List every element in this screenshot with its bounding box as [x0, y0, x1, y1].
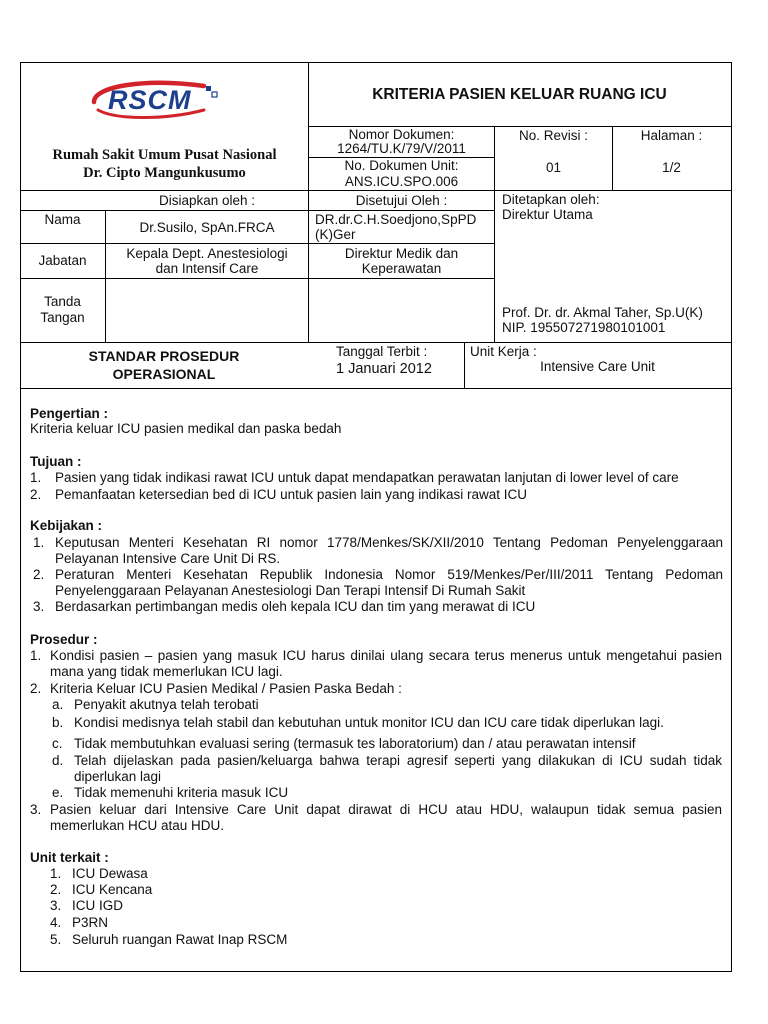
halaman-label: Halaman :	[640, 128, 703, 143]
logo-text: RSCM	[108, 85, 192, 115]
grid-line	[20, 342, 731, 343]
list-item: 2. ICU Kencana	[50, 882, 153, 897]
no-revisi-value: 01	[545, 160, 562, 175]
tujuan-title: Tujuan :	[30, 454, 82, 469]
list-item: 1. Pasien yang tidak indikasi rawat ICU untuk dapat mendapatkan perawatan lanjutan di lower level of care	[30, 470, 679, 485]
jabatan-disiapkan-line1: Kepala Dept. Anestesiologi	[126, 246, 288, 261]
nomor-dokumen-value: 1264/TU.K/79/V/2011	[337, 141, 466, 156]
tanggal-label: Tanggal Terbit :	[336, 344, 428, 359]
grid-line	[20, 243, 494, 244]
disiapkan-label: Disiapkan oleh :	[158, 193, 256, 208]
list-item: 1. ICU Dewasa	[50, 866, 148, 881]
grid-line	[494, 190, 731, 191]
sub-list-item: e. Tidak memenuhi kriteria masuk ICU	[52, 785, 289, 800]
list-item: 3. ICU IGD	[50, 898, 124, 913]
nama-disiapkan: Dr.Susilo, SpAn.FRCA	[139, 220, 275, 235]
tanda-label-line2: Tangan	[40, 310, 85, 325]
document-title: KRITERIA PASIEN KELUAR RUANG ICU	[372, 86, 667, 103]
tanda-label-line1: Tanda	[44, 294, 81, 309]
grid-line	[20, 278, 494, 279]
sop-label-line1: STANDAR PROSEDUR	[88, 348, 240, 364]
grid-line	[494, 126, 495, 342]
disetujui-label: Disetujui Oleh :	[355, 193, 448, 208]
sub-list-item: a. Penyakit akutnya telah terobati	[52, 697, 259, 712]
list-item: 2. Peraturan Menteri Kesehatan Republik Indonesia Nomor 519/Menkes/Per/III/2011 Tentang Pedoman Penyelenggaraan Pelayanan Anestesiologi Dan Terapi Intensif Di Rumah Sakit	[33, 567, 723, 598]
grid-line	[20, 190, 494, 191]
hospital-name-line2: Dr. Cipto Mangunkusumo	[83, 165, 246, 181]
list-item: 1. Keputusan Menteri Kesehatan RI nomor 1778/Menkes/SK/XII/2010 Tentang Pedoman Penyelenggaraan Pelayanan Intensive Care Unit Di RS.	[33, 535, 723, 566]
ditetapkan-label: Ditetapkan oleh:	[502, 192, 600, 207]
sub-list-item: b. Kondisi medisnya telah stabil dan kebutuhan untuk monitor ICU dan ICU care tidak diperlukan lagi.	[52, 715, 664, 730]
list-item: 3. Berdasarkan pertimbangan medis oleh kepala ICU dan tim yang merawat di ICU	[33, 599, 536, 614]
unit-kerja-value: Intensive Care Unit	[540, 359, 655, 374]
nama-disetujui-line2: (K)Ger	[315, 227, 356, 242]
nama-label: Nama	[44, 212, 81, 227]
unit-terkait-title: Unit terkait :	[30, 850, 109, 865]
no-dokumen-unit-label: No. Dokumen Unit:	[344, 158, 459, 173]
jabatan-label: Jabatan	[38, 253, 87, 268]
halaman-value: 1/2	[662, 160, 681, 175]
sop-label-line2: OPERASIONAL	[112, 366, 216, 382]
rscm-logo	[86, 76, 226, 124]
ditetapkan-name: Prof. Dr. dr. Akmal Taher, Sp.U(K)	[502, 305, 703, 320]
unit-kerja-label: Unit Kerja :	[470, 344, 537, 359]
sub-list-item: c. Tidak membutuhkan evaluasi sering (termasuk tes laboratorium) dan / atau perawatan intensif	[52, 736, 636, 751]
jabatan-disetujui-line1: Direktur Medik dan	[344, 246, 459, 261]
grid-line	[20, 210, 494, 211]
list-item: 1. Kondisi pasien – pasien yang masuk ICU harus dinilai ulang secara terus menerus untuk mengetahui pasien mana yang tidak memerlukan ICU lagi.	[30, 648, 722, 679]
sub-list-item: d. Telah dijelaskan pada pasien/keluarga bahwa terapi agresif seperti yang dilakukan di ICU sudah tidak diperlukan lagi	[52, 753, 722, 784]
list-item: 3. Pasien keluar dari Intensive Care Unit dapat dirawat di HCU atau HDU, walaupun tidak semua pasien memerlukan HCU atau HDU.	[30, 802, 722, 833]
jabatan-disiapkan-line2: dan Intensif Care	[155, 261, 259, 276]
hospital-name-line1: Rumah Sakit Umum Pusat Nasional	[52, 147, 277, 163]
list-item: 2. Pemanfaatan ketersedian bed di ICU untuk pasien lain yang indikasi rawat ICU	[30, 487, 528, 502]
no-dokumen-unit-value: ANS.ICU.SPO.006	[344, 174, 459, 189]
kebijakan-title: Kebijakan :	[30, 518, 103, 533]
pengertian-title: Pengertian :	[30, 406, 109, 421]
list-item: 2. Kriteria Keluar ICU Pasien Medikal / Pasien Paska Bedah :	[30, 681, 402, 696]
ditetapkan-role: Direktur Utama	[502, 207, 593, 222]
nama-disetujui-line1: DR.dr.C.H.Soedjono,SpPD	[315, 212, 477, 227]
ditetapkan-nip: NIP. 195507271980101001	[502, 320, 666, 335]
prosedur-title: Prosedur :	[30, 632, 98, 647]
list-item: 5. Seluruh ruangan Rawat Inap RSCM	[50, 932, 288, 947]
pengertian-text: Kriteria keluar ICU pasien medikal dan paska bedah	[30, 421, 342, 436]
list-item: 4. P3RN	[50, 915, 109, 930]
no-revisi-label: No. Revisi :	[518, 128, 589, 143]
grid-line	[20, 388, 731, 389]
jabatan-disetujui-line2: Keperawatan	[361, 261, 442, 276]
nomor-dokumen-label: Nomor Dokumen:	[348, 127, 455, 142]
tanggal-value: 1 Januari 2012	[336, 361, 432, 377]
